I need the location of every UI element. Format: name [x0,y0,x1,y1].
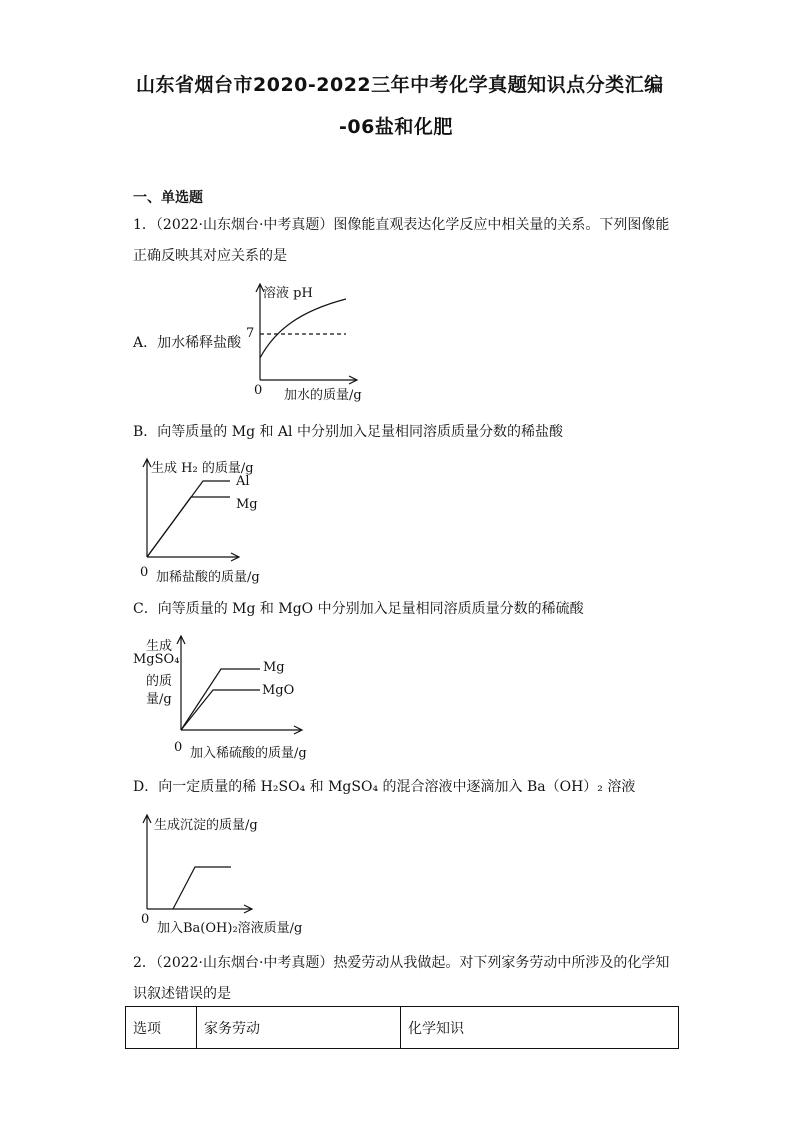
table-header-option: 选项 [126,1007,197,1049]
graph-c-y-label-4: 量/g [146,692,172,707]
graph-c-y-label-1: 生成 [146,639,173,654]
graph-d-y-label: 生成沉淀的质量/g [154,818,258,833]
option-b-label: B．向等质量的 Mg 和 Al 中分别加入足量相同溶质质量分数的稀盐酸 [133,424,563,440]
option-d-label: D．向一定质量的稀 H₂SO₄ 和 MgSO₄ 的混合溶液中逐滴加入 Ba（OH）₂ 溶液 [133,779,636,795]
q1-text-line2: 正确反映其对应关系的是 [133,248,287,264]
graph-a-y-label: 溶液 pH [263,286,313,301]
graph-c-series-mg: Mg [263,660,285,675]
option-a-label: A．加水稀释盐酸 [133,335,242,351]
option-c-label: C．向等质量的 Mg 和 MgO 中分别加入足量相同溶质质量分数的稀硫酸 [133,601,584,617]
graph-c-origin: 0 [174,740,183,755]
q2-text-line1: 2．（2022·山东烟台·中考真题）热爱劳动从我做起。对下列家务劳动中所涉及的化学知 [133,955,670,971]
graph-a-tick-7: 7 [246,326,255,341]
table-header-housework: 家务劳动 [197,1007,401,1049]
doc-title-line1: 山东省烟台市2020-2022三年中考化学真题知识点分类汇编 [136,74,664,96]
graph-d-curve [173,867,231,909]
graph-a-x-label: 加水的质量/g [284,388,362,403]
graph-c-series-mgo: MgO [262,683,295,698]
graph-d-origin: 0 [141,912,150,927]
graph-b-x-label: 加稀盐酸的质量/g [156,570,260,585]
graph-b-series-al: Al [236,474,250,489]
q1-text-line1: 1．（2022·山东烟台·中考真题）图像能直观表达化学反应中相关量的关系。下列图像能 [133,217,670,233]
table-header-chem-knowledge: 化学知识 [401,1007,679,1049]
graph-d-x-label: 加入Ba(OH)₂溶液质量/g [157,921,303,936]
graph-b-origin: 0 [140,565,149,580]
graph-a-origin: 0 [254,383,263,398]
q2-table [125,1006,679,1049]
graph-b-series-mg: Mg [236,497,258,512]
q2-text-line2: 识叙述错误的是 [133,986,231,1002]
graph-c-x-label: 加入稀硫酸的质量/g [190,746,307,761]
table-header-row [126,1007,679,1049]
doc-title-line2: -06盐和化肥 [339,116,453,138]
graph-b-y-label: 生成 H₂ 的质量/g [151,461,254,476]
graph-c-y-label-3: 的质 [146,674,173,689]
graph-c-y-label-2: MgSO₄ [133,652,180,667]
section-heading: 一、单选题 [133,190,203,206]
